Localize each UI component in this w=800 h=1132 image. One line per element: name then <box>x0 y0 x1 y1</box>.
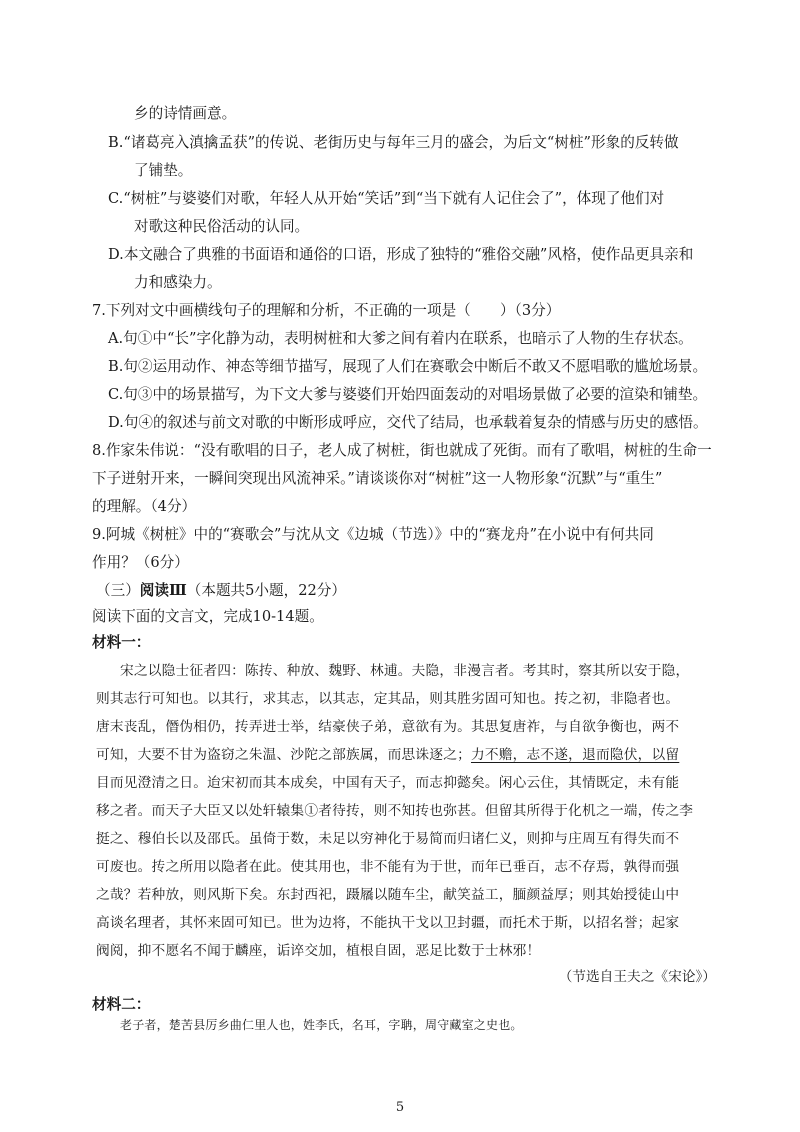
question-7-stem: 7.下列对文中画横线句子的理解和分析，不正确的一项是（ ）（3分） <box>92 302 561 319</box>
material-1-line-9: 之哉？若种放，则风斯下矣。东封西祀，蹑屩以随车尘，献笑益工，腼颜益厚；则其始授徒山中 <box>96 887 680 903</box>
material-1-line-5: 目而见澄清之日。迨宋初而其本成矣，中国有天子，而志抑懿矣。闲心云住，其情既定，未有能 <box>96 775 680 791</box>
question-9-line-2: 作用？（6分） <box>92 554 189 571</box>
material-2-label: 材料二： <box>92 996 151 1013</box>
question-7-option-b: B.句②运用动作、神态等细节描写，展现了人们在赛歌会中断后不敢又不愿唱歌的尴尬场景。 <box>108 358 708 375</box>
page-number: 5 <box>395 1100 405 1115</box>
option-a-tail: 乡的诗情画意。 <box>134 105 237 122</box>
material-1-line-4 <box>96 744 679 766</box>
option-c: C.“树桩”与婆婆们对歌，年轻人从开始“笑话”到“当下就有人记住会了”，体现了他们对 <box>108 190 665 207</box>
material-2-line-1: 老子者，楚苦县厉乡曲仁里人也，姓李氏，名耳，字聃，周守藏室之史也。 <box>120 1018 523 1032</box>
material-1-line-4-text: 可知，大要不甘为盗窃之朱温、沙陀之部族属，而思诛逐之； <box>96 747 471 763</box>
material-1-line-11: 阀阅，抑不愿名不闻于麟座，诟谇交加，植根自固，恶足比数于士林邪！ <box>96 943 541 959</box>
material-1-line-7: 挺之、穆伯长以及邵氏。虽倚于数，未足以穷神化于易简而归诸仁义，则抑与庄周互有得失而不 <box>96 831 680 847</box>
question-7-option-a: A.句①中“长”字化静为动，表明树桩和大爹之间有着内在联系，也暗示了人物的生存状态。 <box>108 330 693 347</box>
question-7-option-c: C.句③中的场景描写，为下文大爹与婆婆们开始四面轰动的对唱场景做了必要的渲染和铺垫。 <box>108 386 708 403</box>
material-1-line-6: 移之者。而天子大臣又以处轩辕集①者待抟，则不知抟也弥甚。但留其所得于化机之一端，传之李 <box>96 803 694 819</box>
material-1-line-8: 可废也。抟之所用以隐者在此。使其用也，非不能有为于世，而年已垂百，志不存焉，孰得而强 <box>96 859 680 875</box>
material-1-label: 材料一： <box>92 634 151 651</box>
underlined-sentence-1: 力不赡，志不遂，退而隐伏，以留 <box>470 747 680 763</box>
section-3-prefix: （三） <box>96 582 140 599</box>
question-7-option-d: D.句④的叙述与前文对歌的中断形成呼应，交代了结局，也承载着复杂的情感与历史的感悟。 <box>108 414 708 431</box>
section-3-instruction: 阅读下面的文言文，完成10-14题。 <box>92 608 324 625</box>
option-b-cont: 了铺垫。 <box>134 162 193 179</box>
section-3-title: 阅读Ⅲ <box>139 582 187 599</box>
material-1-line-2: 则其志行可知也。以其行，求其志，以其志，定其品，则其胜劣固可知也。抟之初，非隐者也。 <box>96 691 680 707</box>
material-1-line-3: 唐末丧乱，僭伪相仍，抟弄进士举，结豪侠子弟，意欲有为。其思复唐祚，与自欲争衡也，两不 <box>96 719 680 735</box>
option-d-cont: 力和感染力。 <box>134 274 222 291</box>
material-1-source: （节选自王夫之《宋论》） <box>558 969 716 985</box>
question-8-line-1: 8.作家朱伟说：“没有歌唱的日子，老人成了树桩，街也就成了死街。而有了歌唱，树桩的生命一 <box>92 442 712 459</box>
question-9-line-1: 9.阿城《树桩》中的“赛歌会”与沈从文《边城（节选）》中的“赛龙舟”在小说中有何共同 <box>92 526 654 543</box>
option-b: B.“诸葛亮入滇擒孟获”的传说、老街历史与每年三月的盛会，为后文“树桩”形象的反转做 <box>108 134 679 151</box>
material-1-line-1: 宋之以隐士征者四：陈抟、种放、魏野、林逋。夫隐，非漫言者。考其时，察其所以安于隐， <box>120 663 690 679</box>
question-8-line-3: 的理解。（4分） <box>92 498 197 515</box>
option-d: D.本文融合了典雅的书面语和通俗的口语，形成了独特的“雅俗交融”风格，使作品更具亲和 <box>108 246 694 263</box>
question-8-line-2: 下子迸射开来，一瞬间突现出风流神采。”请谈谈你对“树桩”这一人物形象“沉默”与“重生” <box>92 470 663 487</box>
section-3-heading <box>96 580 346 602</box>
section-3-suffix: （本题共5小题，22分） <box>186 582 346 599</box>
material-1-line-10: 高谈名理者，其怀来固可知已。世为边将，不能执干戈以卫封疆，而托术于斯，以招名誉；起家 <box>96 915 680 931</box>
option-c-cont: 对歌这种民俗活动的认同。 <box>134 218 310 235</box>
